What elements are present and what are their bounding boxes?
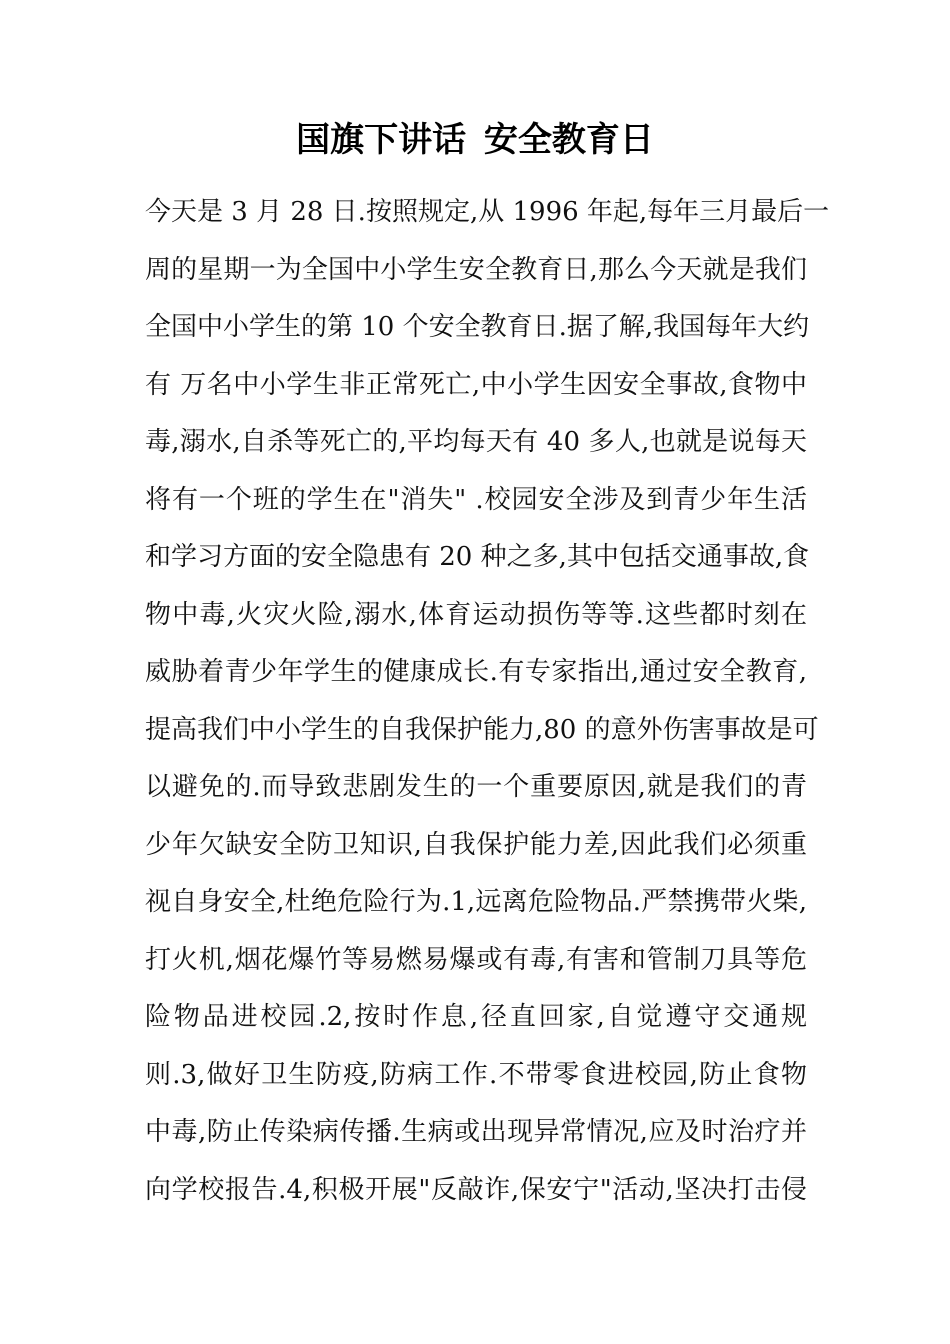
body-line: 提高我们中小学生的自我保护能力,80 的意外伤害事故是可 [145, 714, 819, 745]
body-line: 周的星期一为全国中小学生安全教育日,那么今天就是我们 [145, 254, 807, 285]
body-line: 以避免的.而导致悲剧发生的一个重要原因,就是我们的青 [145, 772, 807, 802]
body-line: 则.3,做好卫生防疫,防病工作.不带零食进校园,防止食物 [145, 1059, 807, 1090]
page-title: 国旗下讲话 安全教育日 [296, 120, 654, 160]
body-line: 视自身安全,杜绝危险行为.1,远离危险物品.严禁携带火柴, [145, 887, 807, 917]
document-body [145, 184, 830, 1219]
body-line: 中毒,防止传染病传播.生病或出现异常情况,应及时治疗并 [145, 1117, 807, 1147]
body-line: 物中毒,火灾火险,溺水,体育运动损伤等等.这些都时刻在 [145, 599, 807, 630]
body-line: 向学校报告.4,积极开展"反敲诈,保安宁"活动,坚决打击侵 [145, 1174, 807, 1205]
body-line: 威胁着青少年学生的健康成长.有专家指出,通过安全教育, [145, 657, 807, 687]
body-line: 打火机,烟花爆竹等易燃易爆或有毒,有害和管制刀具等危 [145, 944, 807, 975]
body-line: 将有一个班的学生在"消失" .校园安全涉及到青少年生活 [145, 484, 807, 515]
body-line: 和学习方面的安全隐患有 20 种之多,其中包括交通事故,食 [145, 542, 810, 572]
body-line: 全国中小学生的第 10 个安全教育日.据了解,我国每年大约 [145, 312, 810, 342]
body-line: 毒,溺水,自杀等死亡的,平均每天有 40 多人,也就是说每天 [145, 427, 807, 457]
body-line: 有 万名中小学生非正常死亡,中小学生因安全事故,食物中 [145, 369, 807, 400]
body-line: 少年欠缺安全防卫知识,自我保护能力差,因此我们必须重 [145, 829, 807, 860]
body-line: 今天是 3 月 28 日.按照规定,从 1996 年起,每年三月最后一 [145, 197, 830, 227]
body-line: 险物品进校园.2,按时作息,径直回家,自觉遵守交通规 [145, 1002, 807, 1032]
